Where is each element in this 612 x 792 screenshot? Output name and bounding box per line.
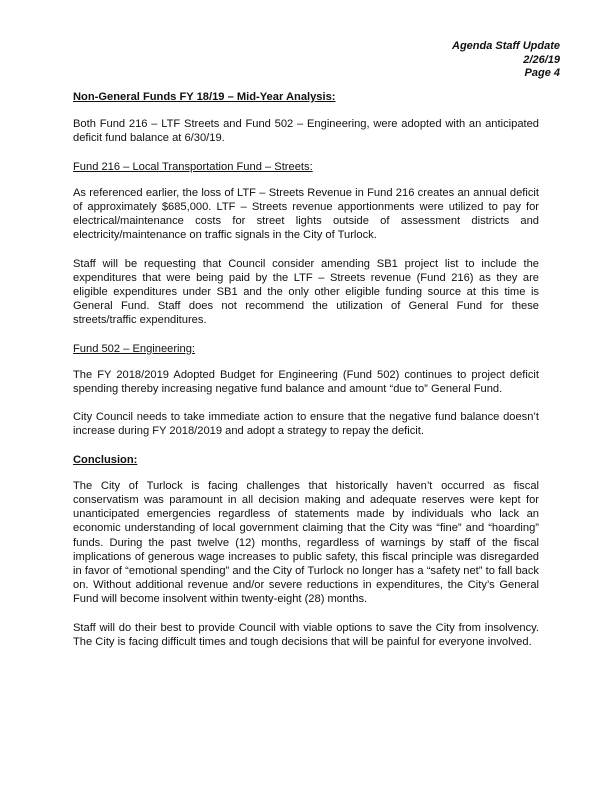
header-date: 2/26/19 — [523, 53, 560, 66]
fund-502-title: Fund 502 – Engineering: — [73, 342, 196, 355]
header-page-number: Page 4 — [524, 67, 560, 79]
document-body — [73, 90, 539, 649]
fund-502-paragraph-2: City Council needs to take immediate action to ensure that the negative fund balance doesn’t increase during FY 2018/2019 and adopt a strategy to repay the deficit. — [73, 411, 539, 438]
header-document-title: Agenda Staff Update — [452, 40, 560, 52]
fund-216-title: Fund 216 – Local Transportation Fund – Streets: — [73, 160, 313, 173]
fund-216-paragraph-2: Staff will be requesting that Council consider amending SB1 project list to include the expenditures that were being paid by the LTF – Streets revenue (Fund 216) as they are eligible expenditures under SB1 and the only other eligible funding source at this time is General Fund. Staff does not recommend the utilization of General Fund for these streets/traffic expenditures. — [73, 257, 539, 327]
section-title: Non-General Funds FY 18/19 – Mid-Year Analysis: — [73, 91, 336, 103]
intro-paragraph: Both Fund 216 – LTF Streets and Fund 502 – Engineering, were adopted with an anticipated deficit fund balance at 6/30/19. — [73, 118, 539, 145]
conclusion-paragraph-1: The City of Turlock is facing challenges that historically haven’t occurred as fiscal conservatism was paramount in all decision making and adequate reserves were kept for unanticipated emergencies regardless of statements made by individuals who lack an economic understanding of local government claiming that the City was “fine” and “hoarding” funds. During the past twelve (12) months, regardless of warnings by staff of the fiscal implications of generous wage increases to public safety, this fiscal principle was disregarded in favor of “emotional spending” and the City of Turlock no longer has a “safety net” to fall back on. Without additional revenue and/or severe reductions in expenditures, the City’s General Fund will become insolvent within twenty-eight (28) months. — [73, 479, 539, 606]
conclusion-paragraph-2: Staff will do their best to provide Council with viable options to save the City from insolvency. The City is facing difficult times and tough decisions that will be painful for everyone involved. — [73, 621, 539, 648]
fund-216-paragraph-1: As referenced earlier, the loss of LTF – Streets Revenue in Fund 216 creates an annual deficit of approximately $685,000. LTF – Streets revenue apportionments were utilized to pay for electrical/maintenance costs for street lights outside of assessment districts and electricity/maintenance on traffic signals in the City of Turlock. — [73, 186, 539, 242]
conclusion-title: Conclusion: — [73, 453, 138, 466]
page-header — [452, 40, 560, 81]
fund-502-paragraph-1: The FY 2018/2019 Adopted Budget for Engineering (Fund 502) continues to project deficit spending thereby increasing negative fund balance and amount “due to” General Fund. — [73, 368, 539, 396]
